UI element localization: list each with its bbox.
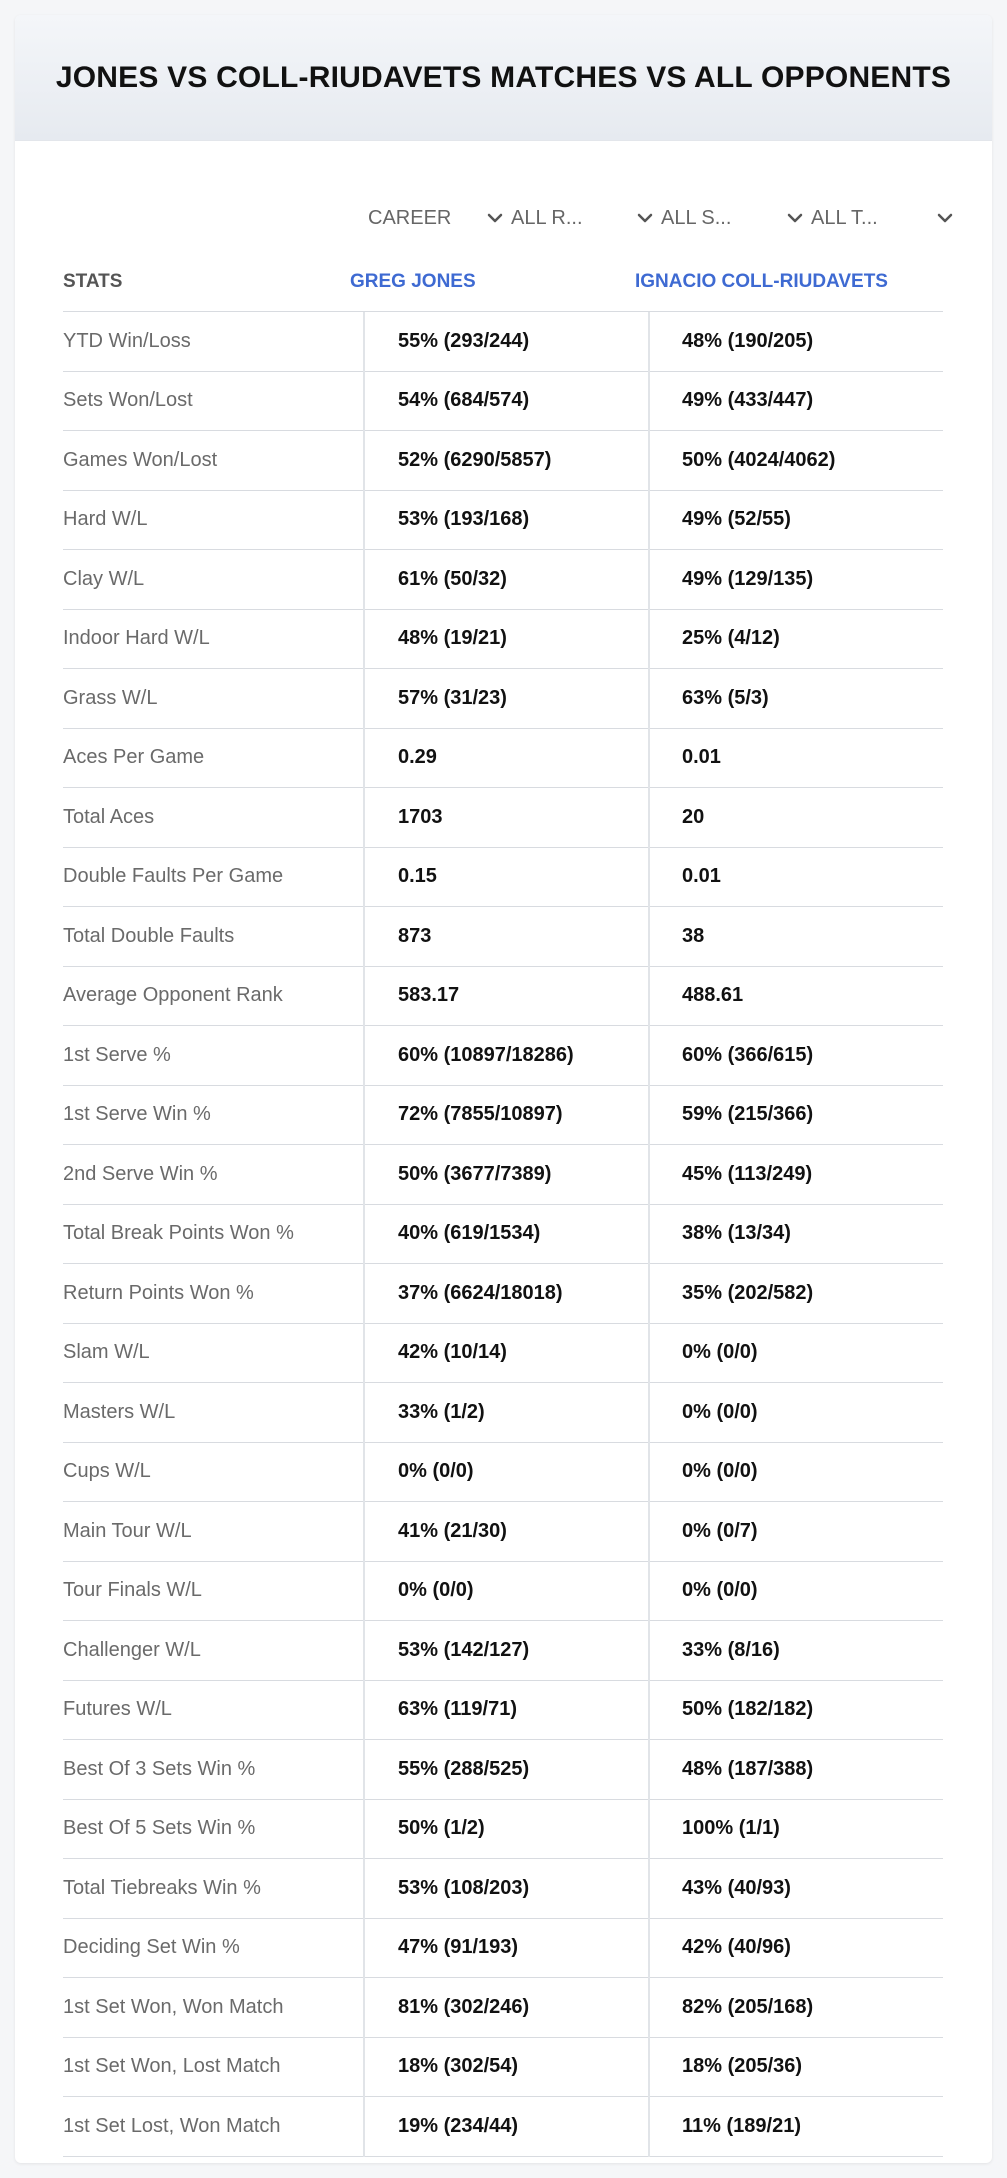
table-row bbox=[63, 1205, 943, 1265]
column-divider bbox=[648, 1859, 650, 1919]
filter-round-select[interactable] bbox=[511, 193, 656, 243]
player2-stat-value: 35% (202/582) bbox=[682, 1281, 814, 1304]
filter-surface-select[interactable] bbox=[661, 193, 806, 243]
player2-stat-value: 42% (40/96) bbox=[682, 1936, 791, 1959]
player2-stat-value: 49% (433/447) bbox=[682, 389, 814, 412]
player1-stat-value: 72% (7855/10897) bbox=[398, 1103, 563, 1126]
column-divider bbox=[648, 431, 650, 491]
player1-stat-value: 33% (1/2) bbox=[398, 1400, 485, 1423]
player2-stat-value: 50% (4024/4062) bbox=[682, 448, 836, 471]
column-divider bbox=[648, 1264, 650, 1324]
player1-column-header[interactable]: GREG JONES bbox=[350, 271, 476, 292]
player2-stat-value: 0% (0/0) bbox=[682, 1460, 758, 1483]
player2-stat-value: 18% (205/36) bbox=[682, 2055, 803, 2078]
stat-label: Slam W/L bbox=[63, 1341, 150, 1364]
filter-period-label: CAREER bbox=[368, 206, 452, 229]
stat-label: Cups W/L bbox=[63, 1460, 151, 1483]
player2-stat-value: 0% (0/0) bbox=[682, 1341, 758, 1364]
column-divider bbox=[363, 1800, 365, 1860]
player2-stat-value: 59% (215/366) bbox=[682, 1103, 814, 1126]
player1-stat-value: 53% (193/168) bbox=[398, 508, 530, 531]
table-row bbox=[63, 669, 943, 729]
table-row bbox=[63, 372, 943, 432]
player2-stat-value: 0.01 bbox=[682, 746, 721, 769]
player2-stat-value: 82% (205/168) bbox=[682, 1995, 814, 2018]
stat-label: Grass W/L bbox=[63, 686, 158, 709]
table-row bbox=[63, 2038, 943, 2098]
stat-label: Total Aces bbox=[63, 805, 155, 828]
column-divider bbox=[648, 2097, 650, 2157]
player2-stat-value: 43% (40/93) bbox=[682, 1876, 791, 1899]
table-row bbox=[63, 1859, 943, 1919]
column-divider bbox=[648, 1324, 650, 1384]
table-row bbox=[63, 1324, 943, 1384]
table-row bbox=[63, 1621, 943, 1681]
table-row bbox=[63, 1145, 943, 1205]
player1-stat-value: 19% (234/44) bbox=[398, 2114, 519, 2137]
table-row bbox=[63, 1681, 943, 1741]
column-divider bbox=[363, 1264, 365, 1324]
table-row bbox=[63, 550, 943, 610]
player1-stat-value: 52% (6290/5857) bbox=[398, 448, 552, 471]
column-divider bbox=[648, 788, 650, 848]
table-row bbox=[63, 491, 943, 551]
column-divider bbox=[648, 1205, 650, 1265]
table-row bbox=[63, 1978, 943, 2038]
filter-period-select[interactable] bbox=[368, 193, 506, 243]
stat-label: Challenger W/L bbox=[63, 1638, 201, 1661]
column-divider bbox=[648, 312, 650, 372]
player1-stat-value: 60% (10897/18286) bbox=[398, 1043, 574, 1066]
table-row bbox=[63, 1740, 943, 1800]
player1-stat-value: 54% (684/574) bbox=[398, 389, 530, 412]
column-divider bbox=[648, 1740, 650, 1800]
stat-label: Main Tour W/L bbox=[63, 1519, 192, 1542]
column-divider bbox=[363, 1681, 365, 1741]
filter-tournament-select[interactable] bbox=[811, 193, 956, 243]
chevron-down-icon bbox=[484, 207, 506, 229]
filter-bar bbox=[15, 193, 992, 243]
stat-label: Total Break Points Won % bbox=[63, 1222, 294, 1245]
column-divider bbox=[648, 1026, 650, 1086]
column-divider bbox=[363, 967, 365, 1027]
player2-stat-value: 488.61 bbox=[682, 984, 744, 1007]
filter-surface-label: ALL S... bbox=[661, 206, 732, 229]
stat-label: Best Of 3 Sets Win % bbox=[63, 1757, 256, 1780]
stats-card bbox=[15, 15, 992, 2163]
player1-stat-value: 48% (19/21) bbox=[398, 627, 507, 650]
table-row bbox=[63, 1383, 943, 1443]
player1-stat-value: 583.17 bbox=[398, 984, 460, 1007]
stat-label: Futures W/L bbox=[63, 1698, 172, 1721]
player1-stat-value: 55% (288/525) bbox=[398, 1757, 530, 1780]
stat-label: Indoor Hard W/L bbox=[63, 627, 210, 650]
stat-label: Return Points Won % bbox=[63, 1281, 254, 1304]
stat-label: Sets Won/Lost bbox=[63, 389, 193, 412]
column-divider bbox=[363, 1086, 365, 1146]
column-divider bbox=[648, 1502, 650, 1562]
column-divider bbox=[648, 610, 650, 670]
player2-stat-value: 38 bbox=[682, 924, 705, 947]
stat-label: YTD Win/Loss bbox=[63, 329, 191, 352]
stat-label: Aces Per Game bbox=[63, 746, 205, 769]
column-divider bbox=[363, 1978, 365, 2038]
column-divider bbox=[648, 550, 650, 610]
filter-round-label: ALL R... bbox=[511, 206, 583, 229]
table-row bbox=[63, 1502, 943, 1562]
table-row bbox=[63, 848, 943, 908]
stat-label: Tour Finals W/L bbox=[63, 1579, 202, 1602]
column-divider bbox=[363, 1740, 365, 1800]
stat-label: Total Tiebreaks Win % bbox=[63, 1876, 261, 1899]
player1-stat-value: 47% (91/193) bbox=[398, 1936, 519, 1959]
stat-label: Double Faults Per Game bbox=[63, 865, 284, 888]
player2-stat-value: 48% (187/388) bbox=[682, 1757, 814, 1780]
player2-stat-value: 0.01 bbox=[682, 865, 721, 888]
column-divider bbox=[648, 1681, 650, 1741]
player2-stat-value: 49% (129/135) bbox=[682, 567, 814, 590]
player1-stat-value: 50% (3677/7389) bbox=[398, 1162, 552, 1185]
player1-stat-value: 53% (108/203) bbox=[398, 1876, 530, 1899]
player1-stat-value: 1703 bbox=[398, 805, 443, 828]
column-divider bbox=[363, 550, 365, 610]
column-divider bbox=[363, 491, 365, 551]
column-divider bbox=[648, 1800, 650, 1860]
table-row bbox=[63, 1086, 943, 1146]
column-divider bbox=[363, 372, 365, 432]
column-divider bbox=[363, 1443, 365, 1503]
column-divider bbox=[363, 2097, 365, 2157]
player1-stat-value: 63% (119/71) bbox=[398, 1698, 517, 1721]
column-divider bbox=[648, 2038, 650, 2098]
column-divider bbox=[648, 491, 650, 551]
column-divider bbox=[363, 729, 365, 789]
player1-stat-value: 42% (10/14) bbox=[398, 1341, 507, 1364]
column-divider bbox=[648, 1978, 650, 2038]
stat-label: 2nd Serve Win % bbox=[63, 1162, 218, 1185]
column-divider bbox=[648, 729, 650, 789]
stat-label: 1st Set Won, Won Match bbox=[63, 1995, 284, 2018]
column-divider bbox=[363, 2038, 365, 2098]
player1-stat-value: 0% (0/0) bbox=[398, 1579, 474, 1602]
stat-label: Average Opponent Rank bbox=[63, 984, 283, 1007]
filter-tournament-label: ALL T... bbox=[811, 206, 878, 229]
column-divider bbox=[363, 1383, 365, 1443]
column-divider bbox=[648, 967, 650, 1027]
player2-stat-value: 49% (52/55) bbox=[682, 508, 791, 531]
table-row bbox=[63, 907, 943, 967]
table-row bbox=[63, 1919, 943, 1979]
chevron-down-icon bbox=[934, 207, 956, 229]
column-divider bbox=[648, 1919, 650, 1979]
column-divider bbox=[363, 610, 365, 670]
player1-stat-value: 18% (302/54) bbox=[398, 2055, 519, 2078]
table-row bbox=[63, 1443, 943, 1503]
player2-stat-value: 38% (13/34) bbox=[682, 1222, 791, 1245]
player2-column-header[interactable]: IGNACIO COLL-RIUDAVETS bbox=[635, 271, 888, 292]
table-row bbox=[63, 312, 943, 372]
player1-stat-value: 37% (6624/18018) bbox=[398, 1281, 563, 1304]
stat-label: 1st Set Lost, Won Match bbox=[63, 2114, 281, 2137]
player2-stat-value: 63% (5/3) bbox=[682, 686, 769, 709]
table-row bbox=[63, 729, 943, 789]
column-divider bbox=[648, 907, 650, 967]
player2-stat-value: 11% (189/21) bbox=[682, 2114, 801, 2137]
column-divider bbox=[363, 1205, 365, 1265]
player1-stat-value: 57% (31/23) bbox=[398, 686, 507, 709]
player1-stat-value: 41% (21/30) bbox=[398, 1519, 507, 1542]
chevron-down-icon bbox=[784, 207, 806, 229]
player2-stat-value: 0% (0/0) bbox=[682, 1400, 758, 1423]
column-divider bbox=[648, 1562, 650, 1622]
column-divider bbox=[363, 431, 365, 491]
column-divider bbox=[363, 1026, 365, 1086]
player1-stat-value: 50% (1/2) bbox=[398, 1817, 485, 1840]
player1-stat-value: 61% (50/32) bbox=[398, 567, 507, 590]
player2-stat-value: 50% (182/182) bbox=[682, 1698, 814, 1721]
chevron-down-icon bbox=[634, 207, 656, 229]
player1-stat-value: 55% (293/244) bbox=[398, 329, 530, 352]
stat-label: Masters W/L bbox=[63, 1400, 176, 1423]
player1-stat-value: 0% (0/0) bbox=[398, 1460, 474, 1483]
column-divider bbox=[363, 1919, 365, 1979]
stat-label: Best Of 5 Sets Win % bbox=[63, 1817, 256, 1840]
table-row bbox=[63, 431, 943, 491]
player2-stat-value: 25% (4/12) bbox=[682, 627, 780, 650]
column-divider bbox=[363, 1502, 365, 1562]
table-row bbox=[63, 2097, 943, 2157]
player2-stat-value: 33% (8/16) bbox=[682, 1638, 780, 1661]
player2-stat-value: 48% (190/205) bbox=[682, 329, 814, 352]
stat-label: 1st Serve Win % bbox=[63, 1103, 211, 1126]
column-divider bbox=[648, 1383, 650, 1443]
stat-label: Total Double Faults bbox=[63, 924, 235, 947]
player1-stat-value: 0.29 bbox=[398, 746, 437, 769]
player1-stat-value: 81% (302/246) bbox=[398, 1995, 530, 2018]
column-divider bbox=[363, 1324, 365, 1384]
player1-stat-value: 873 bbox=[398, 924, 432, 947]
column-divider bbox=[363, 1859, 365, 1919]
column-divider bbox=[363, 907, 365, 967]
page-title: JONES VS COLL-RIUDAVETS MATCHES VS ALL OPPONENTS bbox=[55, 60, 952, 94]
column-divider bbox=[363, 669, 365, 729]
table-row bbox=[63, 1264, 943, 1324]
table-row bbox=[63, 1562, 943, 1622]
player2-stat-value: 100% (1/1) bbox=[682, 1817, 780, 1840]
player1-stat-value: 53% (142/127) bbox=[398, 1638, 530, 1661]
player2-stat-value: 0% (0/7) bbox=[682, 1519, 758, 1542]
column-divider bbox=[648, 669, 650, 729]
table-row bbox=[63, 1026, 943, 1086]
column-divider bbox=[648, 1145, 650, 1205]
table-row bbox=[63, 967, 943, 1027]
stat-label: Deciding Set Win % bbox=[63, 1936, 240, 1959]
player2-stat-value: 45% (113/249) bbox=[682, 1162, 813, 1185]
column-divider bbox=[648, 848, 650, 908]
column-divider bbox=[363, 1562, 365, 1622]
stats-column-header: STATS bbox=[63, 271, 123, 292]
player1-stat-value: 40% (619/1534) bbox=[398, 1222, 541, 1245]
column-divider bbox=[363, 848, 365, 908]
player2-stat-value: 60% (366/615) bbox=[682, 1043, 814, 1066]
stat-label: 1st Serve % bbox=[63, 1043, 171, 1066]
player2-stat-value: 0% (0/0) bbox=[682, 1579, 758, 1602]
player2-stat-value: 20 bbox=[682, 805, 705, 828]
column-divider bbox=[648, 1443, 650, 1503]
column-divider bbox=[648, 372, 650, 432]
column-divider bbox=[648, 1621, 650, 1681]
table-row bbox=[63, 1800, 943, 1860]
player1-stat-value: 0.15 bbox=[398, 865, 437, 888]
table-row bbox=[63, 610, 943, 670]
stat-label: Clay W/L bbox=[63, 567, 145, 590]
column-divider bbox=[363, 1621, 365, 1681]
stat-label: 1st Set Won, Lost Match bbox=[63, 2055, 281, 2078]
stat-label: Hard W/L bbox=[63, 508, 148, 531]
stats-table bbox=[63, 311, 943, 2157]
column-divider bbox=[648, 1086, 650, 1146]
column-divider bbox=[363, 312, 365, 372]
table-row bbox=[63, 788, 943, 848]
stat-label: Games Won/Lost bbox=[63, 448, 218, 471]
column-divider bbox=[363, 788, 365, 848]
column-divider bbox=[363, 1145, 365, 1205]
header bbox=[15, 15, 992, 141]
